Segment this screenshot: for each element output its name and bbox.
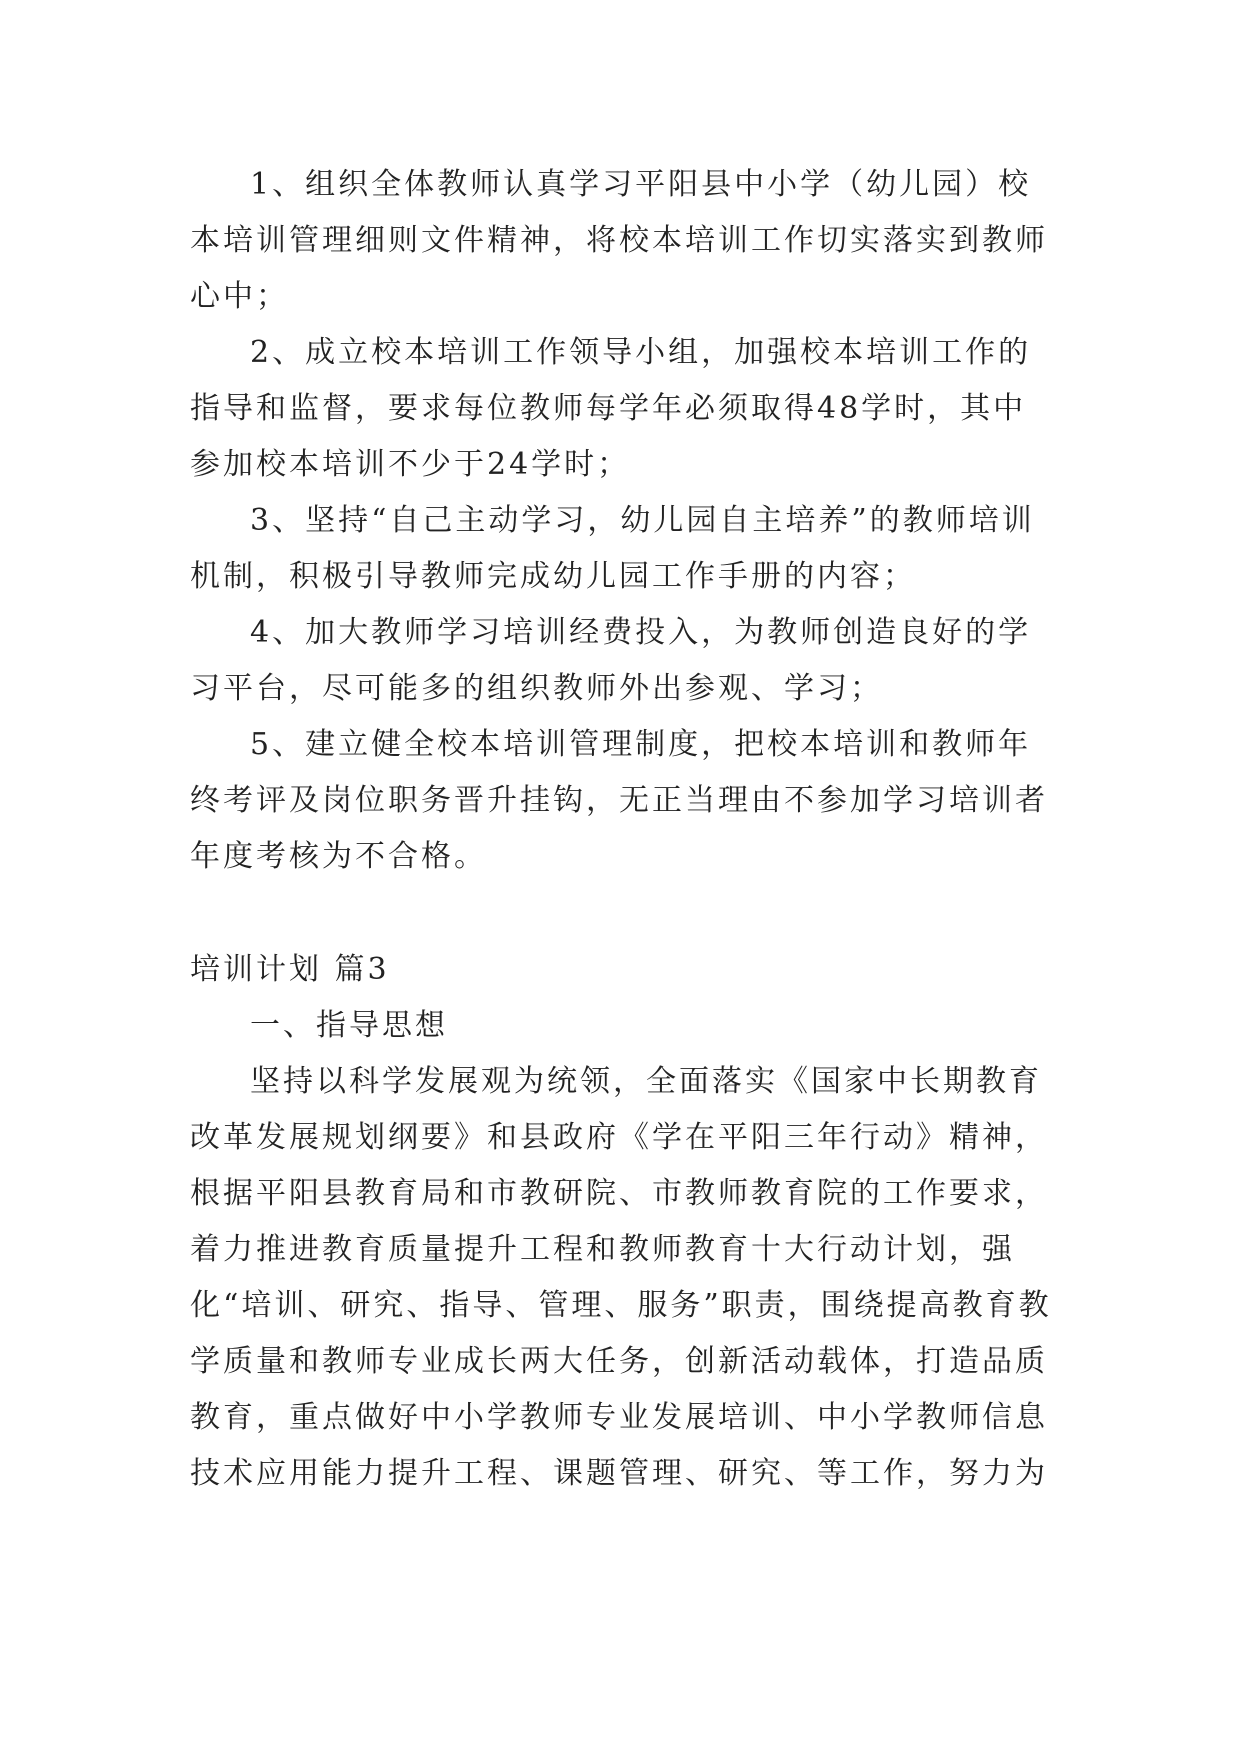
list-item: 3、坚持“自己主动学习，幼儿园自主培养”的教师培训机制，积极引导教师完成幼儿园工作手册的内容； xyxy=(190,503,1035,594)
list-item: 2、成立校本培训工作领导小组，加强校本培训工作的指导和监督，要求每位教师每学年必须取得48学时，其中参加校本培训不少于24学时； xyxy=(190,335,1032,482)
guiding-ideology-heading: 一、指导思想 xyxy=(250,1008,448,1043)
list-item: 4、加大教师学习培训经费投入，为教师创造良好的学习平台，尽可能多的组织教师外出参观、学习； xyxy=(190,615,1032,706)
list-item: 1、组织全体教师认真学习平阳县中小学（幼儿园）校本培训管理细则文件精神，将校本培训工作切实落实到教师心中； xyxy=(190,167,1048,314)
guiding-ideology-body: 坚持以科学发展观为统领，全面落实《国家中长期教育改革发展规划纲要》和县政府《学在平阳三年行动》精神，根据平阳县教育局和市教研院、市教师教育院的工作要求，着力推进教育质量提升工程和教师教育十大行动计划，强化“培训、研究、指导、管理、服务”职责，围绕提高教育教学质量和教师专业成长两大任务，创新活动载体，打造品质教育，重点做好中小学教师专业发展培训、中小学教师信息技术应用能力提升工程、课题管理、研究、等工作，努力为 xyxy=(190,1064,1052,1491)
section-title: 培训计划 篇3 xyxy=(190,952,390,987)
list-item: 5、建立健全校本培训管理制度，把校本培训和教师年终考评及岗位职务晋升挂钩，无正当理由不参加学习培训者年度考核为不合格。 xyxy=(190,727,1048,874)
measures-list xyxy=(190,157,1055,885)
training-plan-section xyxy=(190,942,1055,1502)
